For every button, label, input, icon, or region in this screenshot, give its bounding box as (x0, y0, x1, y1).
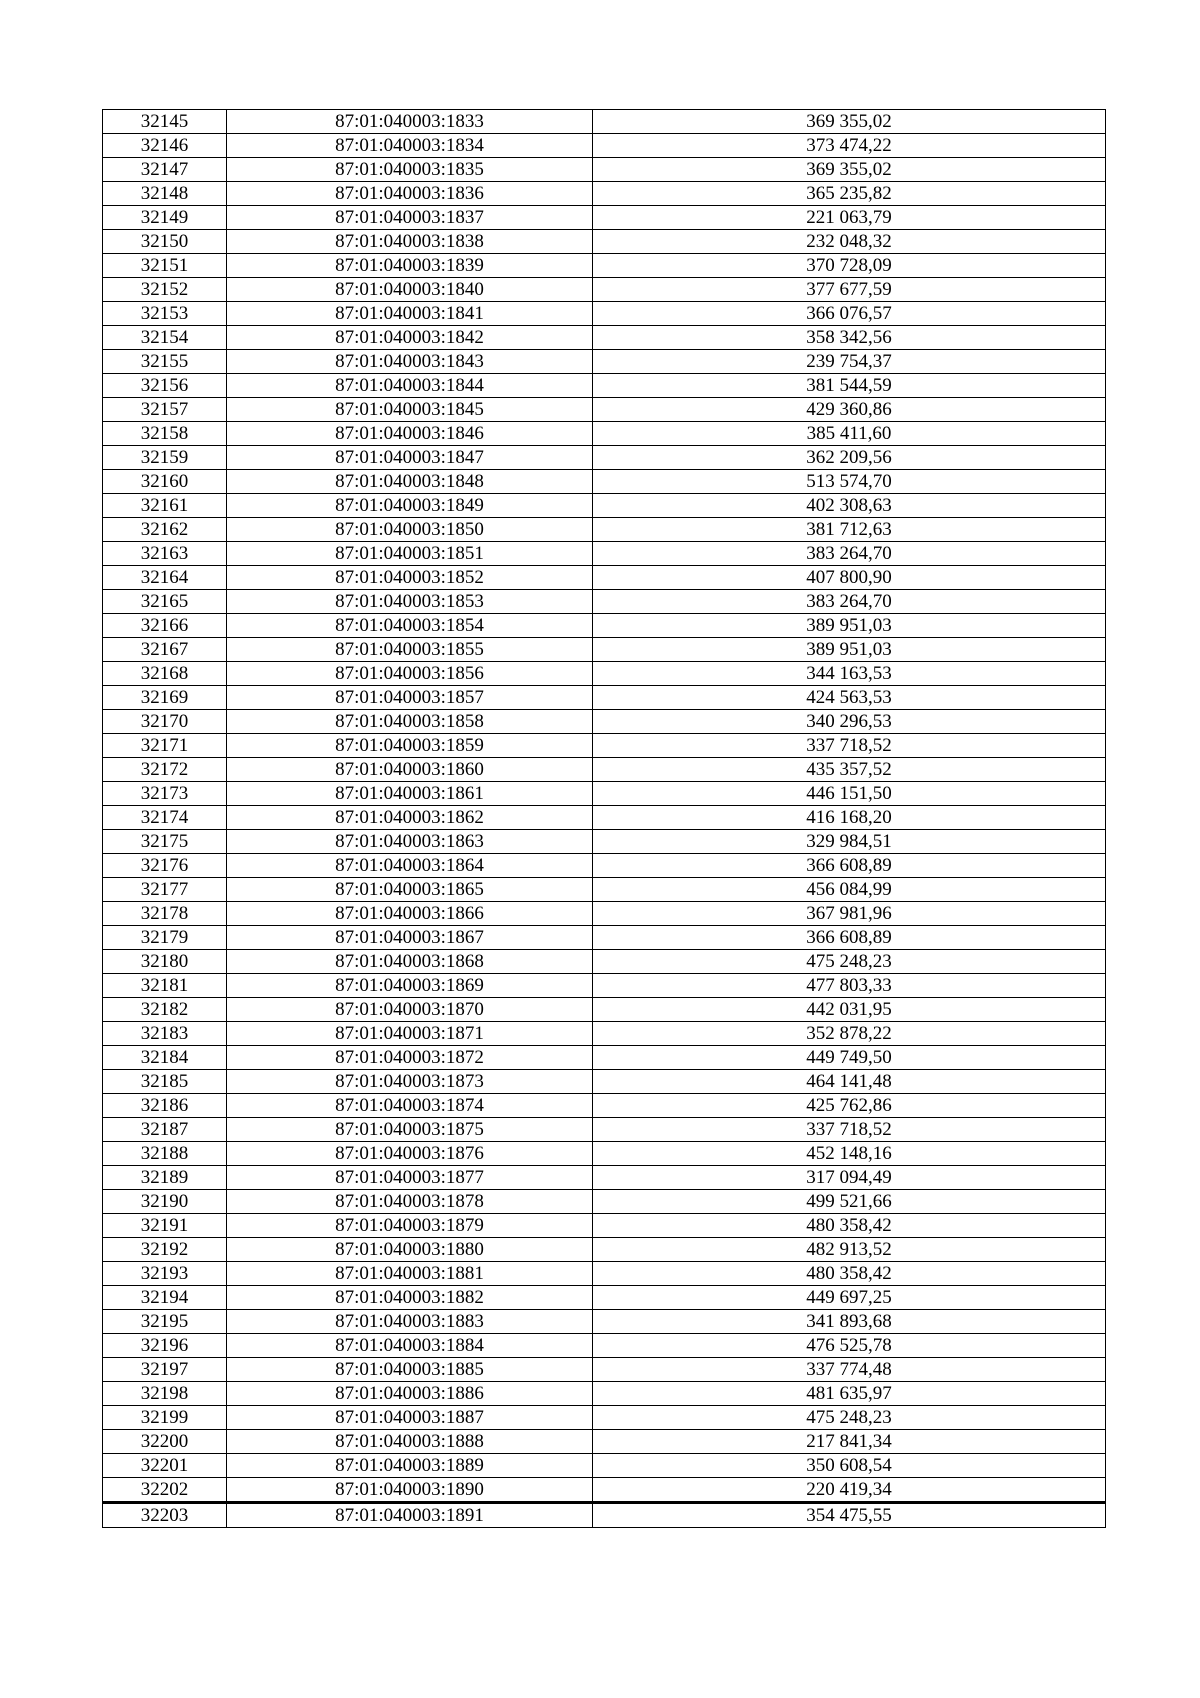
row-number-cell: 32166 (103, 614, 227, 638)
cadastral-value-cell: 352 878,22 (593, 1022, 1106, 1046)
cadastral-value-cell: 475 248,23 (593, 1406, 1106, 1430)
table-row (103, 1094, 1106, 1118)
cadastral-number-cell: 87:01:040003:1885 (227, 1358, 593, 1382)
table-row (103, 230, 1106, 254)
row-number-cell: 32180 (103, 950, 227, 974)
row-number-cell: 32194 (103, 1286, 227, 1310)
cadastral-number-cell: 87:01:040003:1877 (227, 1166, 593, 1190)
cadastral-value-cell: 476 525,78 (593, 1334, 1106, 1358)
cadastral-number-cell: 87:01:040003:1882 (227, 1286, 593, 1310)
table-row (103, 1190, 1106, 1214)
cadastral-number-cell: 87:01:040003:1876 (227, 1142, 593, 1166)
row-number-cell: 32187 (103, 1118, 227, 1142)
table-row (103, 470, 1106, 494)
cadastral-value-cell: 446 151,50 (593, 782, 1106, 806)
table-row (103, 1358, 1106, 1382)
cadastral-value-cell: 329 984,51 (593, 830, 1106, 854)
row-number-cell: 32145 (103, 110, 227, 134)
row-number-cell: 32176 (103, 854, 227, 878)
table-row (103, 254, 1106, 278)
cadastral-value-cell: 381 544,59 (593, 374, 1106, 398)
cadastral-value-cell: 389 951,03 (593, 638, 1106, 662)
cadastral-value-cell: 366 076,57 (593, 302, 1106, 326)
cadastral-value-cell: 365 235,82 (593, 182, 1106, 206)
table-row (103, 1454, 1106, 1478)
table-row (103, 662, 1106, 686)
cadastral-value-table (102, 109, 1106, 1528)
table-row (103, 1286, 1106, 1310)
table-row (103, 590, 1106, 614)
cadastral-value-cell: 456 084,99 (593, 878, 1106, 902)
cadastral-value-cell: 481 635,97 (593, 1382, 1106, 1406)
table-row (103, 1478, 1106, 1503)
row-number-cell: 32147 (103, 158, 227, 182)
row-number-cell: 32179 (103, 926, 227, 950)
table-row (103, 1022, 1106, 1046)
cadastral-number-cell: 87:01:040003:1856 (227, 662, 593, 686)
row-number-cell: 32159 (103, 446, 227, 470)
table-row (103, 206, 1106, 230)
row-number-cell: 32186 (103, 1094, 227, 1118)
row-number-cell: 32150 (103, 230, 227, 254)
cadastral-number-cell: 87:01:040003:1842 (227, 326, 593, 350)
cadastral-number-cell: 87:01:040003:1850 (227, 518, 593, 542)
row-number-cell: 32154 (103, 326, 227, 350)
cadastral-value-cell: 221 063,79 (593, 206, 1106, 230)
cadastral-value-cell: 442 031,95 (593, 998, 1106, 1022)
cadastral-value-cell: 337 718,52 (593, 1118, 1106, 1142)
cadastral-number-cell: 87:01:040003:1884 (227, 1334, 593, 1358)
cadastral-value-cell: 337 774,48 (593, 1358, 1106, 1382)
cadastral-number-cell: 87:01:040003:1863 (227, 830, 593, 854)
cadastral-value-cell: 317 094,49 (593, 1166, 1106, 1190)
cadastral-number-cell: 87:01:040003:1844 (227, 374, 593, 398)
table-row (103, 710, 1106, 734)
row-number-cell: 32197 (103, 1358, 227, 1382)
table-row (103, 518, 1106, 542)
table-row (103, 542, 1106, 566)
table-row (103, 686, 1106, 710)
table-row (103, 350, 1106, 374)
table-row (103, 1238, 1106, 1262)
row-number-cell: 32191 (103, 1214, 227, 1238)
cadastral-value-cell: 475 248,23 (593, 950, 1106, 974)
cadastral-number-cell: 87:01:040003:1861 (227, 782, 593, 806)
table-row (103, 1142, 1106, 1166)
table-row (103, 182, 1106, 206)
cadastral-number-cell: 87:01:040003:1853 (227, 590, 593, 614)
row-number-cell: 32192 (103, 1238, 227, 1262)
cadastral-number-cell: 87:01:040003:1869 (227, 974, 593, 998)
table-row (103, 854, 1106, 878)
cadastral-number-cell: 87:01:040003:1879 (227, 1214, 593, 1238)
cadastral-number-cell: 87:01:040003:1878 (227, 1190, 593, 1214)
cadastral-number-cell: 87:01:040003:1843 (227, 350, 593, 374)
table-row (103, 374, 1106, 398)
table-row (103, 1262, 1106, 1286)
row-number-cell: 32152 (103, 278, 227, 302)
row-number-cell: 32181 (103, 974, 227, 998)
cadastral-number-cell: 87:01:040003:1872 (227, 1046, 593, 1070)
cadastral-value-cell: 220 419,34 (593, 1478, 1106, 1503)
cadastral-number-cell: 87:01:040003:1862 (227, 806, 593, 830)
table-row (103, 998, 1106, 1022)
row-number-cell: 32174 (103, 806, 227, 830)
row-number-cell: 32169 (103, 686, 227, 710)
cadastral-value-cell: 366 608,89 (593, 854, 1106, 878)
row-number-cell: 32164 (103, 566, 227, 590)
cadastral-number-cell: 87:01:040003:1841 (227, 302, 593, 326)
row-number-cell: 32201 (103, 1454, 227, 1478)
row-number-cell: 32172 (103, 758, 227, 782)
cadastral-value-cell: 477 803,33 (593, 974, 1106, 998)
cadastral-value-cell: 416 168,20 (593, 806, 1106, 830)
cadastral-value-cell: 424 563,53 (593, 686, 1106, 710)
table-row (103, 1430, 1106, 1454)
table-row (103, 326, 1106, 350)
cadastral-number-cell: 87:01:040003:1852 (227, 566, 593, 590)
cadastral-number-cell: 87:01:040003:1886 (227, 1382, 593, 1406)
row-number-cell: 32155 (103, 350, 227, 374)
table-row (103, 638, 1106, 662)
cadastral-number-cell: 87:01:040003:1845 (227, 398, 593, 422)
table-row (103, 1070, 1106, 1094)
cadastral-value-cell: 464 141,48 (593, 1070, 1106, 1094)
cadastral-value-cell: 367 981,96 (593, 902, 1106, 926)
row-number-cell: 32151 (103, 254, 227, 278)
table-row (103, 422, 1106, 446)
cadastral-number-cell: 87:01:040003:1883 (227, 1310, 593, 1334)
table-row (103, 1310, 1106, 1334)
cadastral-value-cell: 482 913,52 (593, 1238, 1106, 1262)
cadastral-value-cell: 383 264,70 (593, 590, 1106, 614)
cadastral-value-cell: 341 893,68 (593, 1310, 1106, 1334)
cadastral-number-cell: 87:01:040003:1871 (227, 1022, 593, 1046)
cadastral-value-cell: 358 342,56 (593, 326, 1106, 350)
row-number-cell: 32156 (103, 374, 227, 398)
cadastral-number-cell: 87:01:040003:1839 (227, 254, 593, 278)
row-number-cell: 32189 (103, 1166, 227, 1190)
row-number-cell: 32173 (103, 782, 227, 806)
cadastral-number-cell: 87:01:040003:1859 (227, 734, 593, 758)
cadastral-number-cell: 87:01:040003:1889 (227, 1454, 593, 1478)
row-number-cell: 32183 (103, 1022, 227, 1046)
row-number-cell: 32153 (103, 302, 227, 326)
row-number-cell: 32188 (103, 1142, 227, 1166)
cadastral-value-cell: 369 355,02 (593, 158, 1106, 182)
cadastral-value-cell: 389 951,03 (593, 614, 1106, 638)
cadastral-number-cell: 87:01:040003:1875 (227, 1118, 593, 1142)
cadastral-number-cell: 87:01:040003:1887 (227, 1406, 593, 1430)
row-number-cell: 32193 (103, 1262, 227, 1286)
cadastral-value-cell: 425 762,86 (593, 1094, 1106, 1118)
table-row (103, 1046, 1106, 1070)
cadastral-number-cell: 87:01:040003:1838 (227, 230, 593, 254)
cadastral-number-cell: 87:01:040003:1865 (227, 878, 593, 902)
table-row (103, 902, 1106, 926)
cadastral-value-cell: 383 264,70 (593, 542, 1106, 566)
row-number-cell: 32167 (103, 638, 227, 662)
table-row (103, 1503, 1106, 1528)
cadastral-number-cell: 87:01:040003:1851 (227, 542, 593, 566)
table-row (103, 566, 1106, 590)
cadastral-number-cell: 87:01:040003:1847 (227, 446, 593, 470)
table-body (103, 110, 1106, 1528)
cadastral-value-cell: 429 360,86 (593, 398, 1106, 422)
table-row (103, 806, 1106, 830)
cadastral-number-cell: 87:01:040003:1866 (227, 902, 593, 926)
row-number-cell: 32177 (103, 878, 227, 902)
table-row (103, 110, 1106, 134)
cadastral-value-cell: 366 608,89 (593, 926, 1106, 950)
cadastral-number-cell: 87:01:040003:1880 (227, 1238, 593, 1262)
row-number-cell: 32161 (103, 494, 227, 518)
cadastral-number-cell: 87:01:040003:1888 (227, 1430, 593, 1454)
cadastral-value-cell: 370 728,09 (593, 254, 1106, 278)
row-number-cell: 32199 (103, 1406, 227, 1430)
cadastral-number-cell: 87:01:040003:1874 (227, 1094, 593, 1118)
cadastral-value-cell: 373 474,22 (593, 134, 1106, 158)
row-number-cell: 32203 (103, 1503, 227, 1528)
table-row (103, 398, 1106, 422)
cadastral-value-cell: 232 048,32 (593, 230, 1106, 254)
cadastral-number-cell: 87:01:040003:1849 (227, 494, 593, 518)
row-number-cell: 32178 (103, 902, 227, 926)
table-row (103, 950, 1106, 974)
row-number-cell: 32168 (103, 662, 227, 686)
row-number-cell: 32198 (103, 1382, 227, 1406)
row-number-cell: 32162 (103, 518, 227, 542)
row-number-cell: 32163 (103, 542, 227, 566)
row-number-cell: 32160 (103, 470, 227, 494)
cadastral-number-cell: 87:01:040003:1836 (227, 182, 593, 206)
cadastral-number-cell: 87:01:040003:1840 (227, 278, 593, 302)
cadastral-value-cell: 480 358,42 (593, 1214, 1106, 1238)
table-row (103, 782, 1106, 806)
cadastral-number-cell: 87:01:040003:1835 (227, 158, 593, 182)
cadastral-value-cell: 344 163,53 (593, 662, 1106, 686)
table-row (103, 1118, 1106, 1142)
cadastral-number-cell: 87:01:040003:1864 (227, 854, 593, 878)
table-row (103, 1166, 1106, 1190)
cadastral-value-cell: 354 475,55 (593, 1503, 1106, 1528)
cadastral-number-cell: 87:01:040003:1858 (227, 710, 593, 734)
table-row (103, 302, 1106, 326)
table-row (103, 1406, 1106, 1430)
row-number-cell: 32200 (103, 1430, 227, 1454)
cadastral-number-cell: 87:01:040003:1881 (227, 1262, 593, 1286)
row-number-cell: 32190 (103, 1190, 227, 1214)
cadastral-value-cell: 369 355,02 (593, 110, 1106, 134)
table-row (103, 134, 1106, 158)
cadastral-number-cell: 87:01:040003:1891 (227, 1503, 593, 1528)
cadastral-number-cell: 87:01:040003:1873 (227, 1070, 593, 1094)
row-number-cell: 32182 (103, 998, 227, 1022)
cadastral-value-cell: 452 148,16 (593, 1142, 1106, 1166)
row-number-cell: 32202 (103, 1478, 227, 1503)
cadastral-number-cell: 87:01:040003:1848 (227, 470, 593, 494)
cadastral-number-cell: 87:01:040003:1857 (227, 686, 593, 710)
table-row (103, 614, 1106, 638)
cadastral-number-cell: 87:01:040003:1870 (227, 998, 593, 1022)
cadastral-value-cell: 217 841,34 (593, 1430, 1106, 1454)
cadastral-value-cell: 499 521,66 (593, 1190, 1106, 1214)
cadastral-number-cell: 87:01:040003:1868 (227, 950, 593, 974)
table-row (103, 158, 1106, 182)
table-row (103, 974, 1106, 998)
table-row (103, 734, 1106, 758)
table-row (103, 926, 1106, 950)
cadastral-value-cell: 402 308,63 (593, 494, 1106, 518)
cadastral-value-cell: 449 749,50 (593, 1046, 1106, 1070)
cadastral-number-cell: 87:01:040003:1834 (227, 134, 593, 158)
cadastral-number-cell: 87:01:040003:1846 (227, 422, 593, 446)
cadastral-number-cell: 87:01:040003:1833 (227, 110, 593, 134)
row-number-cell: 32165 (103, 590, 227, 614)
row-number-cell: 32196 (103, 1334, 227, 1358)
row-number-cell: 32157 (103, 398, 227, 422)
cadastral-value-cell: 449 697,25 (593, 1286, 1106, 1310)
table-row (103, 278, 1106, 302)
table-row (103, 1334, 1106, 1358)
cadastral-value-cell: 513 574,70 (593, 470, 1106, 494)
row-number-cell: 32146 (103, 134, 227, 158)
cadastral-number-cell: 87:01:040003:1890 (227, 1478, 593, 1503)
cadastral-value-cell: 480 358,42 (593, 1262, 1106, 1286)
cadastral-number-cell: 87:01:040003:1854 (227, 614, 593, 638)
cadastral-value-cell: 337 718,52 (593, 734, 1106, 758)
table-row (103, 1214, 1106, 1238)
cadastral-value-cell: 385 411,60 (593, 422, 1106, 446)
cadastral-number-cell: 87:01:040003:1837 (227, 206, 593, 230)
cadastral-number-cell: 87:01:040003:1860 (227, 758, 593, 782)
row-number-cell: 32184 (103, 1046, 227, 1070)
row-number-cell: 32158 (103, 422, 227, 446)
row-number-cell: 32149 (103, 206, 227, 230)
cadastral-value-cell: 350 608,54 (593, 1454, 1106, 1478)
row-number-cell: 32171 (103, 734, 227, 758)
table-row (103, 1382, 1106, 1406)
cadastral-value-cell: 340 296,53 (593, 710, 1106, 734)
row-number-cell: 32185 (103, 1070, 227, 1094)
table-row (103, 878, 1106, 902)
table-row (103, 758, 1106, 782)
row-number-cell: 32148 (103, 182, 227, 206)
row-number-cell: 32170 (103, 710, 227, 734)
cadastral-number-cell: 87:01:040003:1867 (227, 926, 593, 950)
cadastral-value-cell: 435 357,52 (593, 758, 1106, 782)
row-number-cell: 32175 (103, 830, 227, 854)
table-row (103, 494, 1106, 518)
cadastral-value-cell: 407 800,90 (593, 566, 1106, 590)
table-row (103, 446, 1106, 470)
row-number-cell: 32195 (103, 1310, 227, 1334)
cadastral-value-cell: 239 754,37 (593, 350, 1106, 374)
cadastral-value-cell: 377 677,59 (593, 278, 1106, 302)
cadastral-value-cell: 381 712,63 (593, 518, 1106, 542)
cadastral-number-cell: 87:01:040003:1855 (227, 638, 593, 662)
table-row (103, 830, 1106, 854)
cadastral-value-cell: 362 209,56 (593, 446, 1106, 470)
